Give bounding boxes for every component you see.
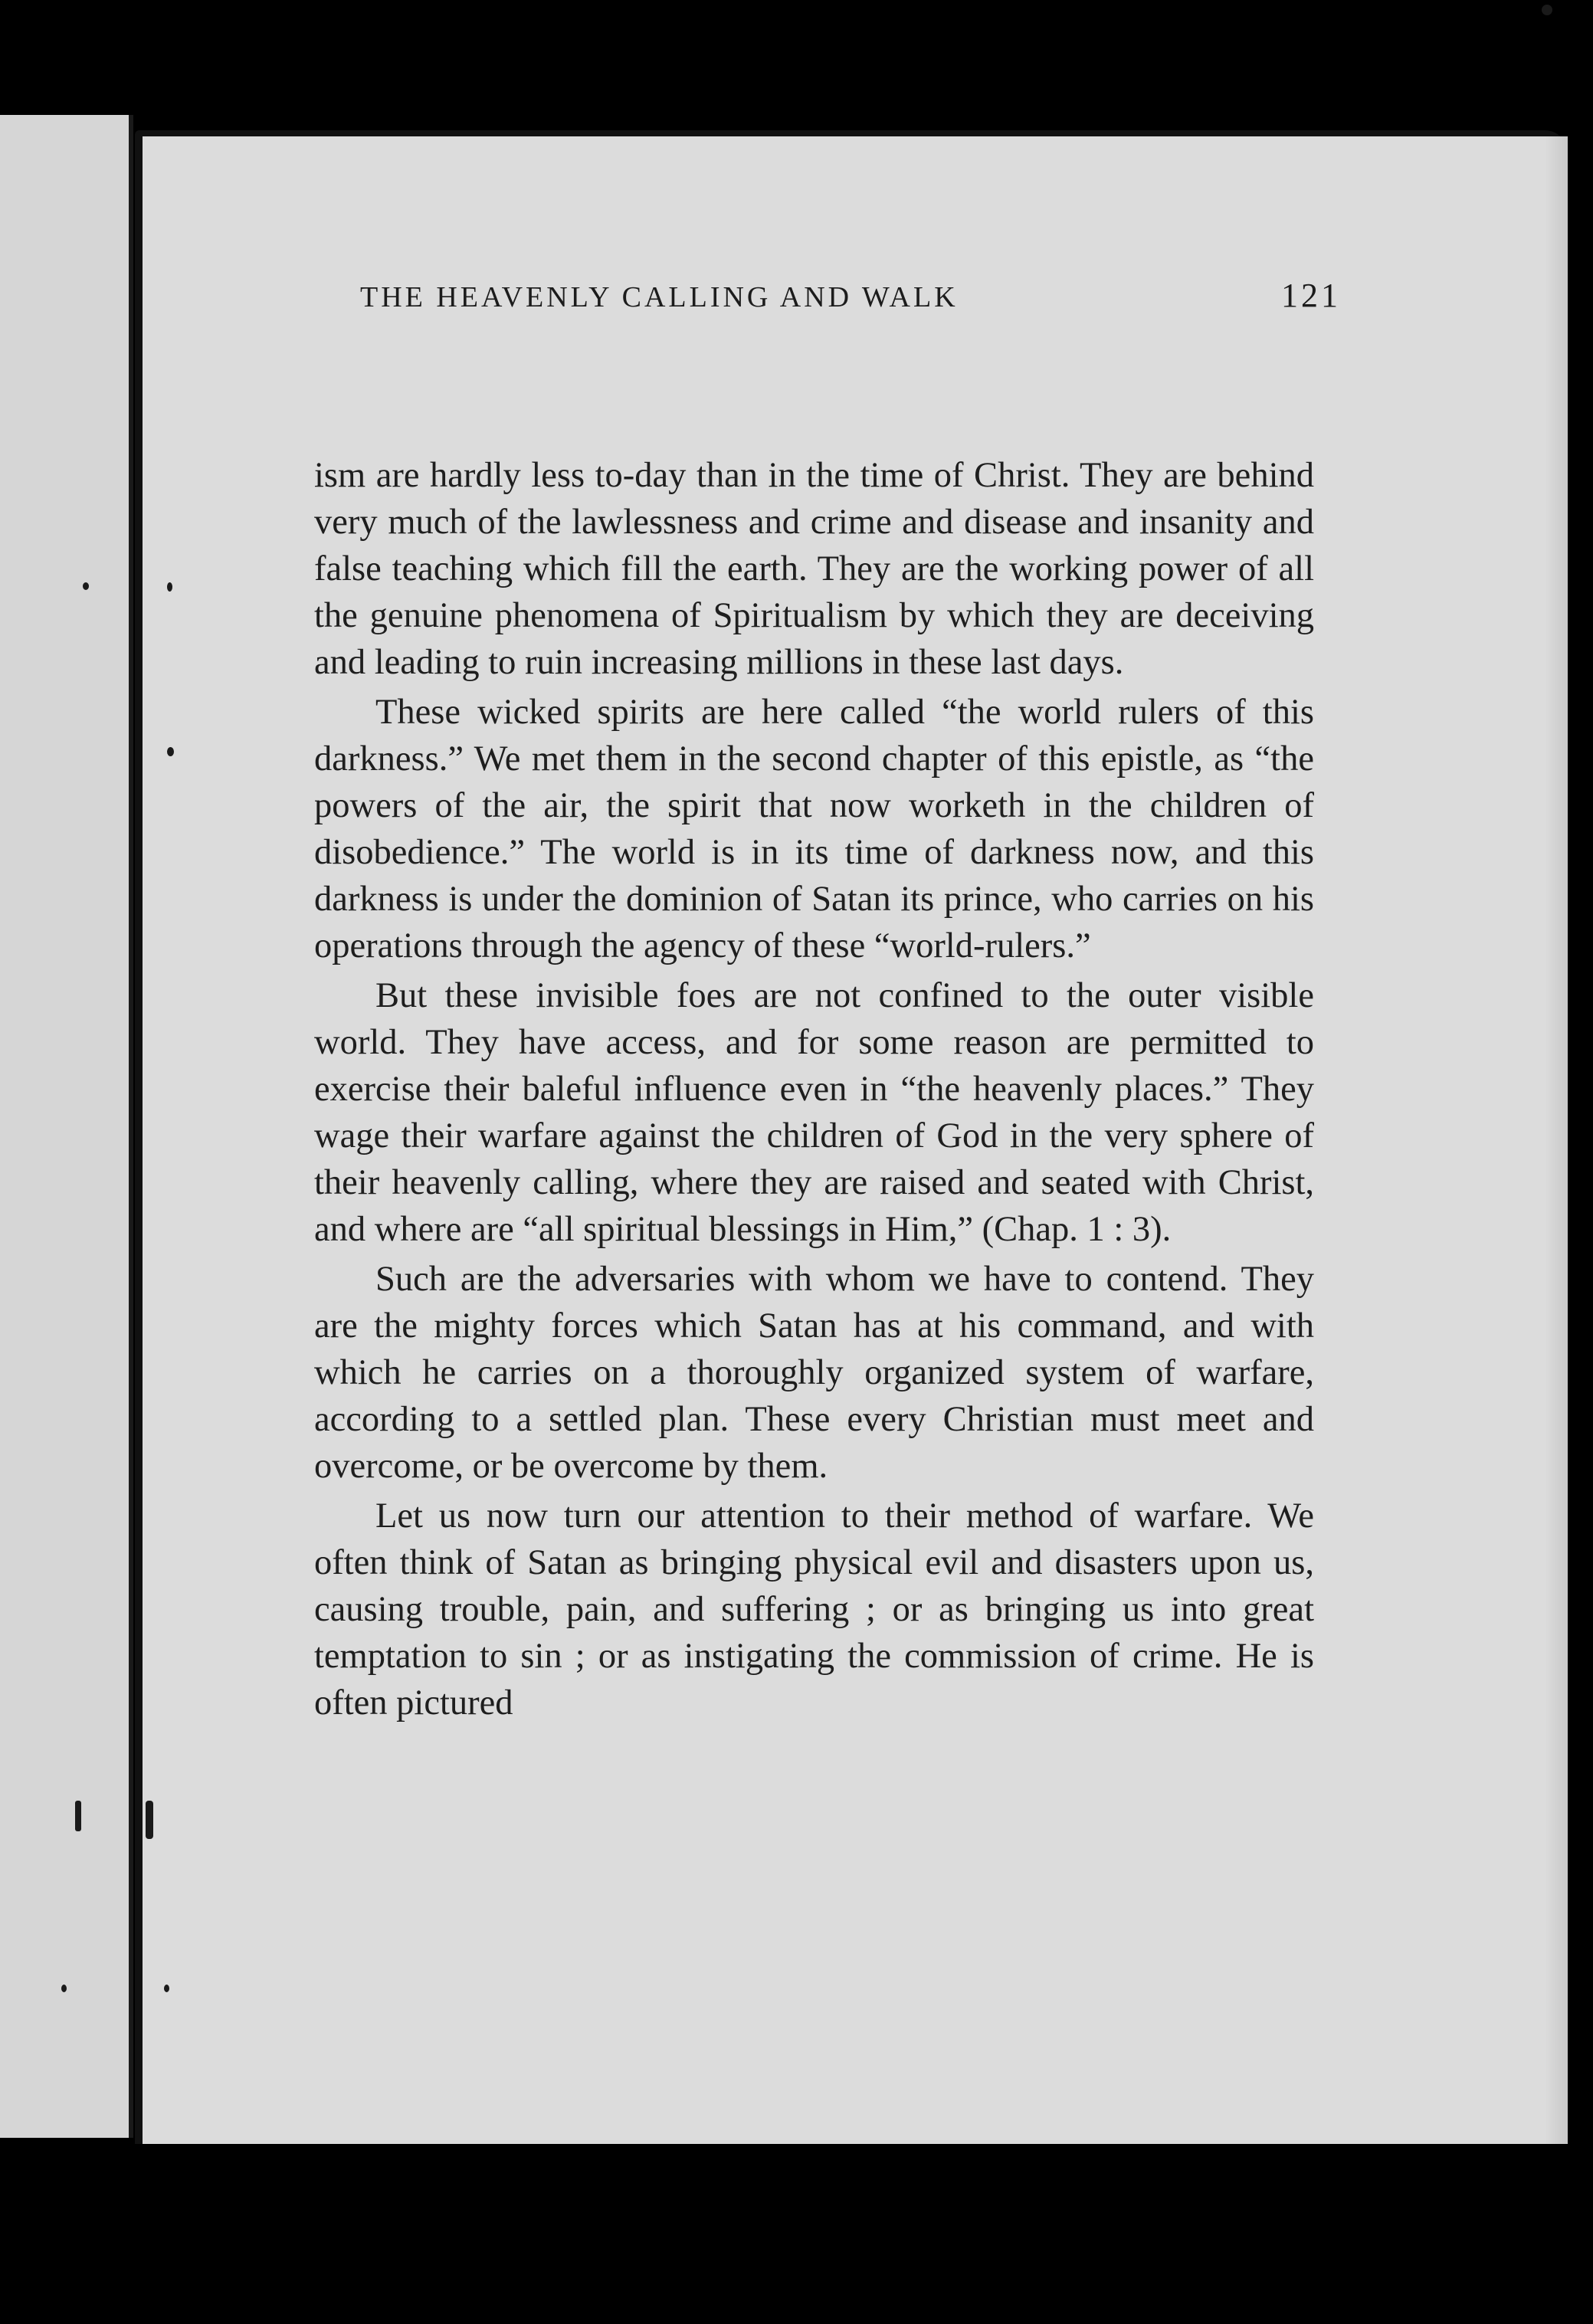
corner-speck — [1542, 5, 1552, 15]
margin-speck — [75, 1801, 81, 1831]
margin-speck — [83, 582, 89, 590]
facing-page-edge — [0, 115, 133, 2138]
margin-speck — [146, 1801, 153, 1839]
margin-speck — [167, 582, 172, 592]
paragraph: These wicked spirits are here called “the world rulers of this darkness.” We met them in the second chapter of this epistle, as “the powers of the air, the spirit that now worketh in the children of disobedience.” The world is in its time of darkness now, and this darkness is under the dominion of Satan its prince, who carries on his operations through the agency of these “world-rulers.” — [314, 693, 1314, 965]
margin-speck — [61, 1985, 67, 1992]
page-number: 121 — [1281, 277, 1341, 314]
paragraph: Such are the adversaries with whom we have to contend. They are the mighty forces which Satan has at his command, and with which he carries on a thoroughly organized system of warfare, according to a settled plan. These every Christian must meet and overcome, or be overcome by them. — [314, 1260, 1314, 1486]
body-text — [314, 452, 1314, 1729]
paragraph: ism are hardly less to-day than in the time of Christ. They are behind very much of the lawlessness and crime and disease and insanity and false teaching which fill the earth. They are the working power of all the genuine phenomena of Spiritualism by which they are deceiving and leading to ruin increasing millions in these last days. — [314, 456, 1314, 682]
page-edge-shadow — [1545, 136, 1568, 2144]
margin-speck — [167, 747, 174, 756]
running-header — [360, 276, 1341, 315]
paragraph: But these invisible foes are not confined to the outer visible world. They have access, and for some reason are permitted to exercise their baleful influence even in “the heavenly places.” They wage their warfare against the children of God in the very sphere of their heavenly calling, where they are raised and seated with Christ, and where are “all spiritual blessings in Him,” (Chap. 1 : 3). — [314, 976, 1314, 1249]
running-title: THE HEAVENLY CALLING AND WALK — [360, 281, 959, 313]
paragraph: Let us now turn our attention to their method of warfare. We often think of Satan as bringing physical evil and disasters upon us, causing trouble, pain, and suffering ; or as bringing us into great temptation to sin ; or as instigating the commission of crime. He is often pictured — [314, 1496, 1314, 1723]
margin-speck — [164, 1985, 169, 1992]
